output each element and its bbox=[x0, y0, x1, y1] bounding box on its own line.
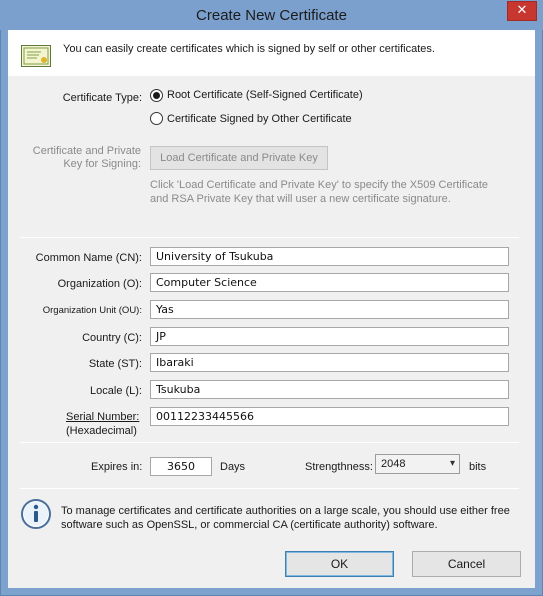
l-label: Locale (L): bbox=[90, 385, 142, 397]
expires-label: Expires in: bbox=[91, 461, 143, 473]
o-field[interactable]: Computer Science bbox=[150, 273, 509, 292]
close-icon: ✕ bbox=[516, 3, 528, 18]
st-label: State (ST): bbox=[88, 358, 142, 370]
divider bbox=[20, 488, 519, 489]
serial-label bbox=[66, 411, 139, 423]
ou-field[interactable]: Yas bbox=[150, 300, 509, 319]
info-line1: To manage certificates and certificate authorities on a large scale, you should use either free bbox=[61, 505, 510, 517]
signing-hint-line1: Click 'Load Certificate and Private Key' to specify the X509 Certificate bbox=[150, 179, 489, 191]
serial-field[interactable]: 00112233445566 bbox=[150, 407, 509, 426]
ou-label: Organization Unit (OU): bbox=[42, 305, 142, 316]
signing-label-line2: Key for Signing: bbox=[63, 158, 141, 170]
certificate-icon bbox=[21, 45, 51, 67]
cancel-button[interactable]: Cancel bbox=[412, 551, 521, 577]
serial-label-text: Serial Number: bbox=[66, 411, 140, 423]
days-label: Days bbox=[220, 461, 246, 473]
signed-cert-label[interactable]: Certificate Signed by Other Certificate bbox=[167, 113, 352, 125]
header-strip bbox=[8, 30, 535, 76]
strength-select[interactable] bbox=[375, 454, 460, 474]
ok-button[interactable]: OK bbox=[285, 551, 394, 577]
signing-hint-line2: and RSA Private Key that will user a new certificate signature. bbox=[150, 193, 451, 205]
info-icon bbox=[20, 498, 52, 530]
chevron-down-icon: ▾ bbox=[449, 458, 455, 469]
intro-text: You can easily create certificates which is signed by self or other certificates. bbox=[63, 43, 435, 55]
serial-label-hex: (Hexadecimal) bbox=[66, 425, 137, 437]
expires-field[interactable]: 3650 bbox=[150, 457, 212, 476]
title-bar[interactable] bbox=[0, 0, 543, 30]
signing-label-line1: Certificate and Private bbox=[32, 145, 141, 157]
cn-label: Common Name (CN): bbox=[35, 252, 142, 264]
cert-type-label: Certificate Type: bbox=[62, 92, 142, 104]
info-line2: software such as OpenSSL, or commercial CA (certificate authority) software. bbox=[61, 519, 438, 531]
close-button[interactable] bbox=[507, 1, 537, 21]
signed-cert-radio[interactable] bbox=[150, 112, 163, 125]
o-label: Organization (O): bbox=[57, 278, 142, 290]
strength-label: Strengthness: bbox=[305, 461, 373, 473]
cn-field[interactable]: University of Tsukuba bbox=[150, 247, 509, 266]
root-cert-label[interactable]: Root Certificate (Self-Signed Certificate) bbox=[167, 89, 363, 101]
root-cert-radio[interactable] bbox=[150, 89, 163, 102]
st-field[interactable]: Ibaraki bbox=[150, 353, 509, 372]
divider bbox=[20, 442, 519, 443]
c-field[interactable]: JP bbox=[150, 327, 509, 346]
strength-value: 2048 bbox=[381, 458, 406, 470]
l-field[interactable]: Tsukuba bbox=[150, 380, 509, 399]
window-title: Create New Certificate bbox=[196, 7, 347, 24]
dialog-body bbox=[8, 30, 535, 588]
load-cert-button[interactable]: Load Certificate and Private Key bbox=[150, 146, 328, 170]
divider bbox=[20, 237, 519, 238]
bits-label: bits bbox=[469, 461, 487, 473]
c-label: Country (C): bbox=[82, 332, 142, 344]
